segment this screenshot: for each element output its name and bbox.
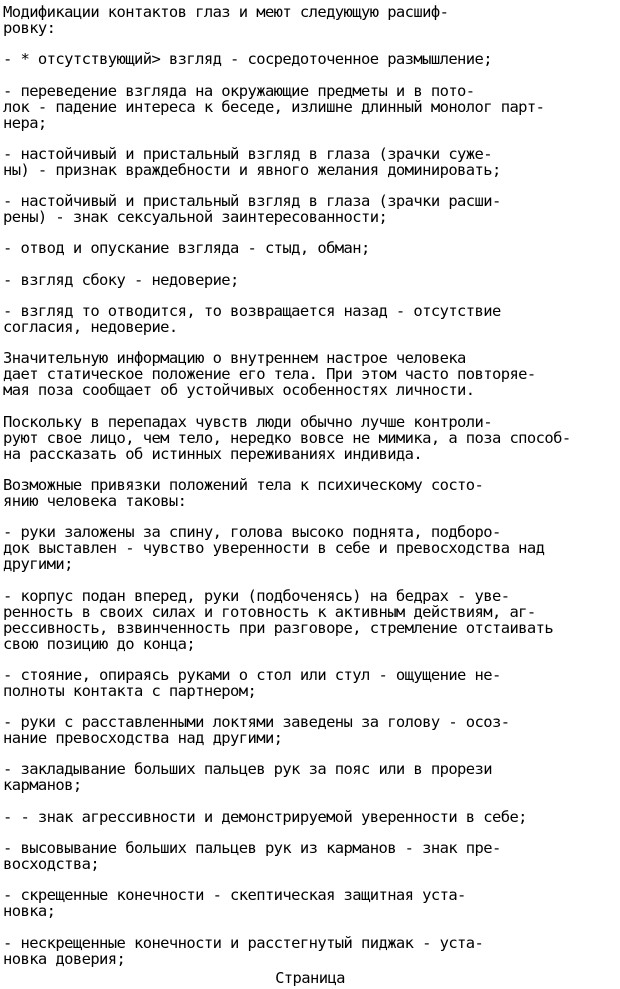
text-line: - переведение взгляда на окружающие предметы и в пото-: [3, 81, 475, 100]
paragraph: [3, 477, 617, 509]
text-line: мая поза сообщает об устойчивых особенностях личности.: [3, 381, 475, 400]
paragraph: [3, 761, 617, 793]
text-line: дает статическое положение его тела. При этом часто повторяе-: [3, 365, 536, 384]
text-line: - настойчивый и пристальный взгляд в глаза (зрачки суже-: [3, 144, 492, 163]
text-line: полноты контакта с партнером;: [3, 681, 257, 700]
text-line: ренность в своих силах и готовность к активным действиям, аг-: [3, 602, 536, 621]
text-line: рессивность, взвинченность при разговоре, стремление отстаивать: [3, 618, 554, 637]
text-line: новка доверия;: [3, 949, 126, 968]
text-line: восходства;: [3, 855, 100, 874]
paragraph: [3, 51, 617, 67]
text-line: Значительную информацию о внутреннем настрое человека: [3, 349, 466, 368]
paragraph: [3, 667, 617, 699]
text-line: - настойчивый и пристальный взгляд в глаза (зрачки расши-: [3, 192, 501, 211]
paragraph: [3, 588, 617, 652]
paragraph: [3, 414, 617, 462]
page-footer: Страница: [275, 969, 345, 987]
text-line: другими;: [3, 555, 73, 574]
text-line: - скрещенные конечности - скептическая защитная уста-: [3, 886, 466, 905]
text-line: - взгляд то отводится, то возвращается назад - отсутствие: [3, 302, 501, 321]
text-line: лок - падение интереса к беседе, излишне длинный монолог парт-: [3, 97, 545, 116]
text-line: ровку:: [3, 19, 56, 37]
text-line: Возможные привязки положений тела к психическому состо-: [3, 475, 484, 494]
text-line: - отвод и опускание взгляда - стыд, обман;: [3, 239, 370, 258]
text-line: Поскольку в перепадах чувств люди обычно лучше контроли-: [3, 412, 492, 431]
text-line: - руки с расставленными локтями заведены за голову - осоз-: [3, 713, 510, 732]
text-line: ны) - признак враждебности и явного желания доминировать;: [3, 160, 501, 179]
text-line: нера;: [3, 113, 47, 132]
paragraph: [3, 240, 617, 256]
paragraph: [3, 887, 617, 919]
text-line: - стояние, опираясь руками о стол или стул - ощущение не-: [3, 665, 501, 684]
paragraph: [3, 840, 617, 872]
paragraph: [3, 350, 617, 398]
text-line: карманов;: [3, 776, 82, 795]
text-line: нание превосходства над другими;: [3, 729, 283, 748]
text-line: - корпус подан вперед, руки (подбоченясь) на бедрах - уве-: [3, 586, 510, 605]
text-line: - взгляд сбоку - недоверие;: [3, 270, 239, 289]
paragraph: [3, 935, 617, 967]
text-line: на рассказать об истинных переживаниях индивида.: [3, 444, 423, 463]
paragraph: [3, 809, 617, 825]
paragraph: [3, 524, 617, 572]
text-line: свою позицию до конца;: [3, 634, 196, 653]
paragraph: [3, 714, 617, 746]
text-line: рены) - знак сексуальной заинтересованности;: [3, 208, 388, 227]
text-line: - закладывание больших пальцев рук за пояс или в прорези: [3, 760, 492, 779]
paragraph: [3, 272, 617, 288]
text-line: - высовывание больших пальцев рук из карманов - знак пре-: [3, 839, 501, 858]
text-line: новка;: [3, 902, 56, 921]
text-line: - нескрещенные конечности и расстегнутый пиджак - уста-: [3, 933, 484, 952]
document-body: [3, 4, 617, 982]
paragraph: [3, 146, 617, 178]
paragraph: [3, 193, 617, 225]
text-line: янию человека таковы:: [3, 491, 187, 510]
paragraph: [3, 4, 617, 36]
text-line: док выставлен - чувство уверенности в себе и превосходства над: [3, 539, 545, 558]
text-line: руют свое лицо, чем тело, нередко вовсе не мимика, а поза способ-: [3, 428, 571, 447]
paragraph: [3, 303, 617, 335]
paragraph: [3, 83, 617, 131]
text-line: - * отсутствующий> взгляд - сосредоточенное размышление;: [3, 50, 492, 69]
text-line: согласия, недоверие.: [3, 318, 178, 337]
text-line: - руки заложены за спину, голова высоко поднята, подборо-: [3, 523, 501, 542]
text-line: Модификации контактов глаз и меют следующую расшиф-: [3, 3, 449, 21]
text-line: - - знак агрессивности и демонстрируемой уверенности в себе;: [3, 807, 527, 826]
